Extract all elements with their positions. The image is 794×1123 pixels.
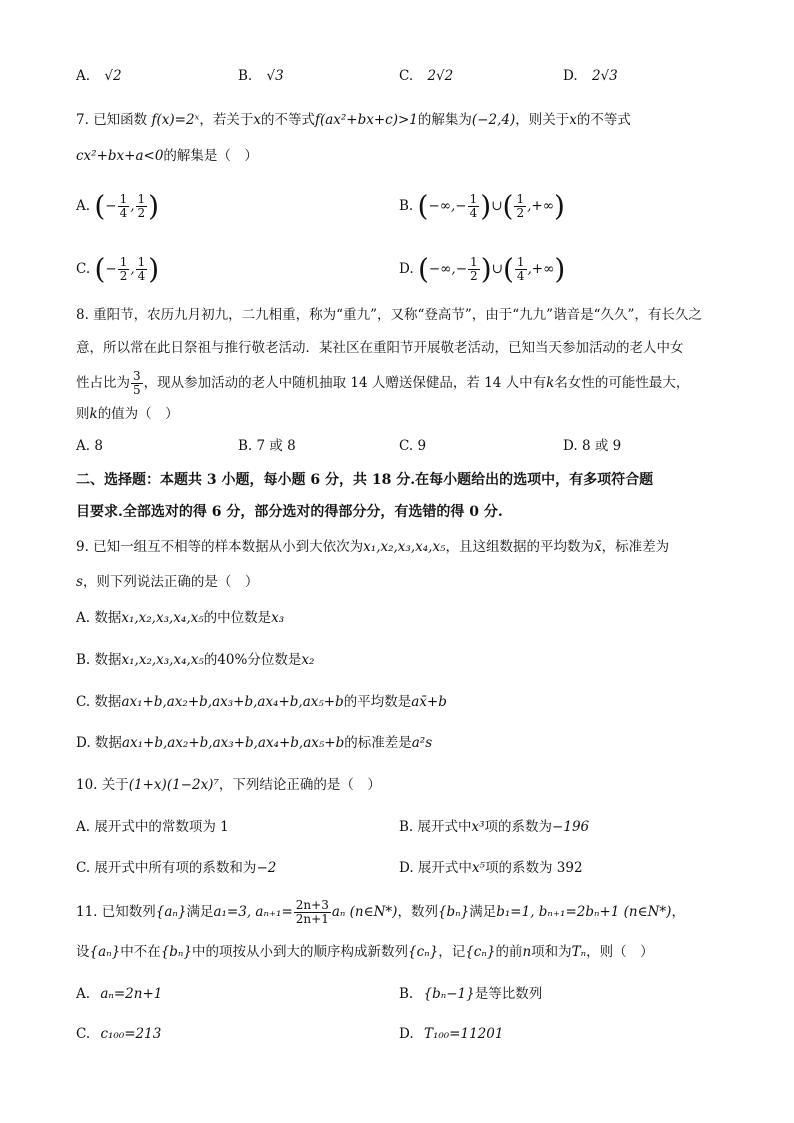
q6-option-c: C. 2√2 [399, 68, 454, 84]
section-heading-line1: 二、选择题：本题共 3 小题，每小题 6 分，共 18 分.在每小题给出的选项中，有多项符合题 [76, 472, 654, 488]
q6-option-b-value: √3 [266, 68, 284, 84]
section-heading-line2: 目要求.全部选对的得 6 分，部分选对的得部分分，有选错的得 0 分. [76, 504, 503, 520]
q7-option-d: D. (−∞,− $\frac{1}{2}$ )∪( $\frac{1}{4}$ ,+∞) [399, 252, 566, 286]
q9-option-a: A. 数据x₁,x₂,x₃,x₄,x₅的中位数是x₃ [76, 610, 285, 626]
q6-option-a-value: √2 [104, 68, 122, 84]
q6-option-c-value: 2√2 [427, 68, 454, 84]
q8-option-c: C. 9 [399, 438, 427, 454]
q11-option-d: D. T₁₀₀=11201 [399, 1026, 504, 1042]
q10-option-c: C. 展开式中所有项的系数和为−2 [76, 860, 277, 876]
q6-option-d: D. 2√3 [563, 68, 618, 84]
q8-option-a: A. 8 [76, 438, 103, 454]
q11-stem-line1: 11. 已知数列{aₙ}满足a₁=3, aₙ₊₁= $\frac{2n+3}{2n+1}$ aₙ (n∈N*)，数列{bₙ}满足b₁=1, bₙ₊₁=2bₙ+1 (n∈N*)， [76, 898, 685, 926]
q10-stem: 10. 关于(1+x)(1−2x)⁷，下列结论正确的是（ ） [76, 777, 381, 793]
q10-option-d: D. 展开式中x⁵项的系数为 392 [399, 860, 583, 876]
q8-option-b: B. 7 或 8 [238, 438, 296, 454]
q8-stem-line1: 8. 重阳节，农历九月初九，二九相重，称为“重九”，又称“登高节”，由于“九九”谐音是“久久”，有长久之 [76, 307, 702, 323]
q8-stem-line4: 则k的值为（ ） [76, 406, 179, 422]
q6-option-b: B. √3 [238, 68, 284, 84]
q7-stem-line1: 7. 已知函数 f(x)=2ˣ，若关于x的不等式f(ax²+bx+c)>1的解集为(−2,4)，则关于x的不等式 [76, 112, 631, 128]
q10-option-a: A. 展开式中的常数项为 1 [76, 819, 229, 835]
q7-stem-line2: cx²+bx+a<0的解集是（ ） [76, 148, 258, 164]
q8-stem-line3: 性占比为 $\frac{3}{5}$ ，现从参加活动的老人中随机抽取 14 人赠送保健品，若 14 人中有k名女性的可能性最大， [76, 369, 690, 397]
q7-option-a: A. (− $\frac{1}{4}$ , $\frac{1}{2}$ ) [76, 189, 160, 223]
q8-stem-line2: 意，所以常在此日祭祖与推行敬老活动．某社区在重阳节开展敬老活动，已知当天参加活动的老人中女 [76, 340, 684, 356]
q11-option-a: A. aₙ=2n+1 [76, 986, 163, 1002]
q8-option-d: D. 8 或 9 [563, 438, 622, 454]
q6-option-d-value: 2√3 [591, 68, 618, 84]
q7-option-c: C. (− $\frac{1}{2}$ , $\frac{1}{4}$ ) [76, 252, 160, 286]
q9-option-b: B. 数据x₁,x₂,x₃,x₄,x₅的40%分位数是x₂ [76, 652, 315, 668]
q11-option-b: B. {bₙ−1}是等比数列 [399, 986, 543, 1002]
q6-option-a: A. √2 [76, 68, 122, 84]
q9-stem-line1: 9. 已知一组互不相等的样本数据从小到大依次为x₁,x₂,x₃,x₄,x₅，且这组数据的平均数为x̄，标准差为 [76, 539, 670, 555]
q11-stem-line2: 设{aₙ}中不在{bₙ}中的项按从小到大的顺序构成新数列{cₙ}，记{cₙ}的前n项和为Tₙ，则（ ） [76, 944, 654, 960]
q11-option-c: C. c₁₀₀=213 [76, 1026, 162, 1042]
q9-option-c: C. 数据ax₁+b,ax₂+b,ax₃+b,ax₄+b,ax₅+b的平均数是ax̄+b [76, 694, 447, 710]
q9-stem-line2: s，则下列说法正确的是（ ） [76, 574, 259, 590]
q7-option-b: B. (−∞,− $\frac{1}{4}$ )∪( $\frac{1}{2}$ ,+∞) [399, 189, 565, 223]
q10-option-b: B. 展开式中x³项的系数为−196 [399, 819, 590, 835]
q9-option-d: D. 数据ax₁+b,ax₂+b,ax₃+b,ax₄+b,ax₅+b的标准差是a²s [76, 735, 433, 751]
